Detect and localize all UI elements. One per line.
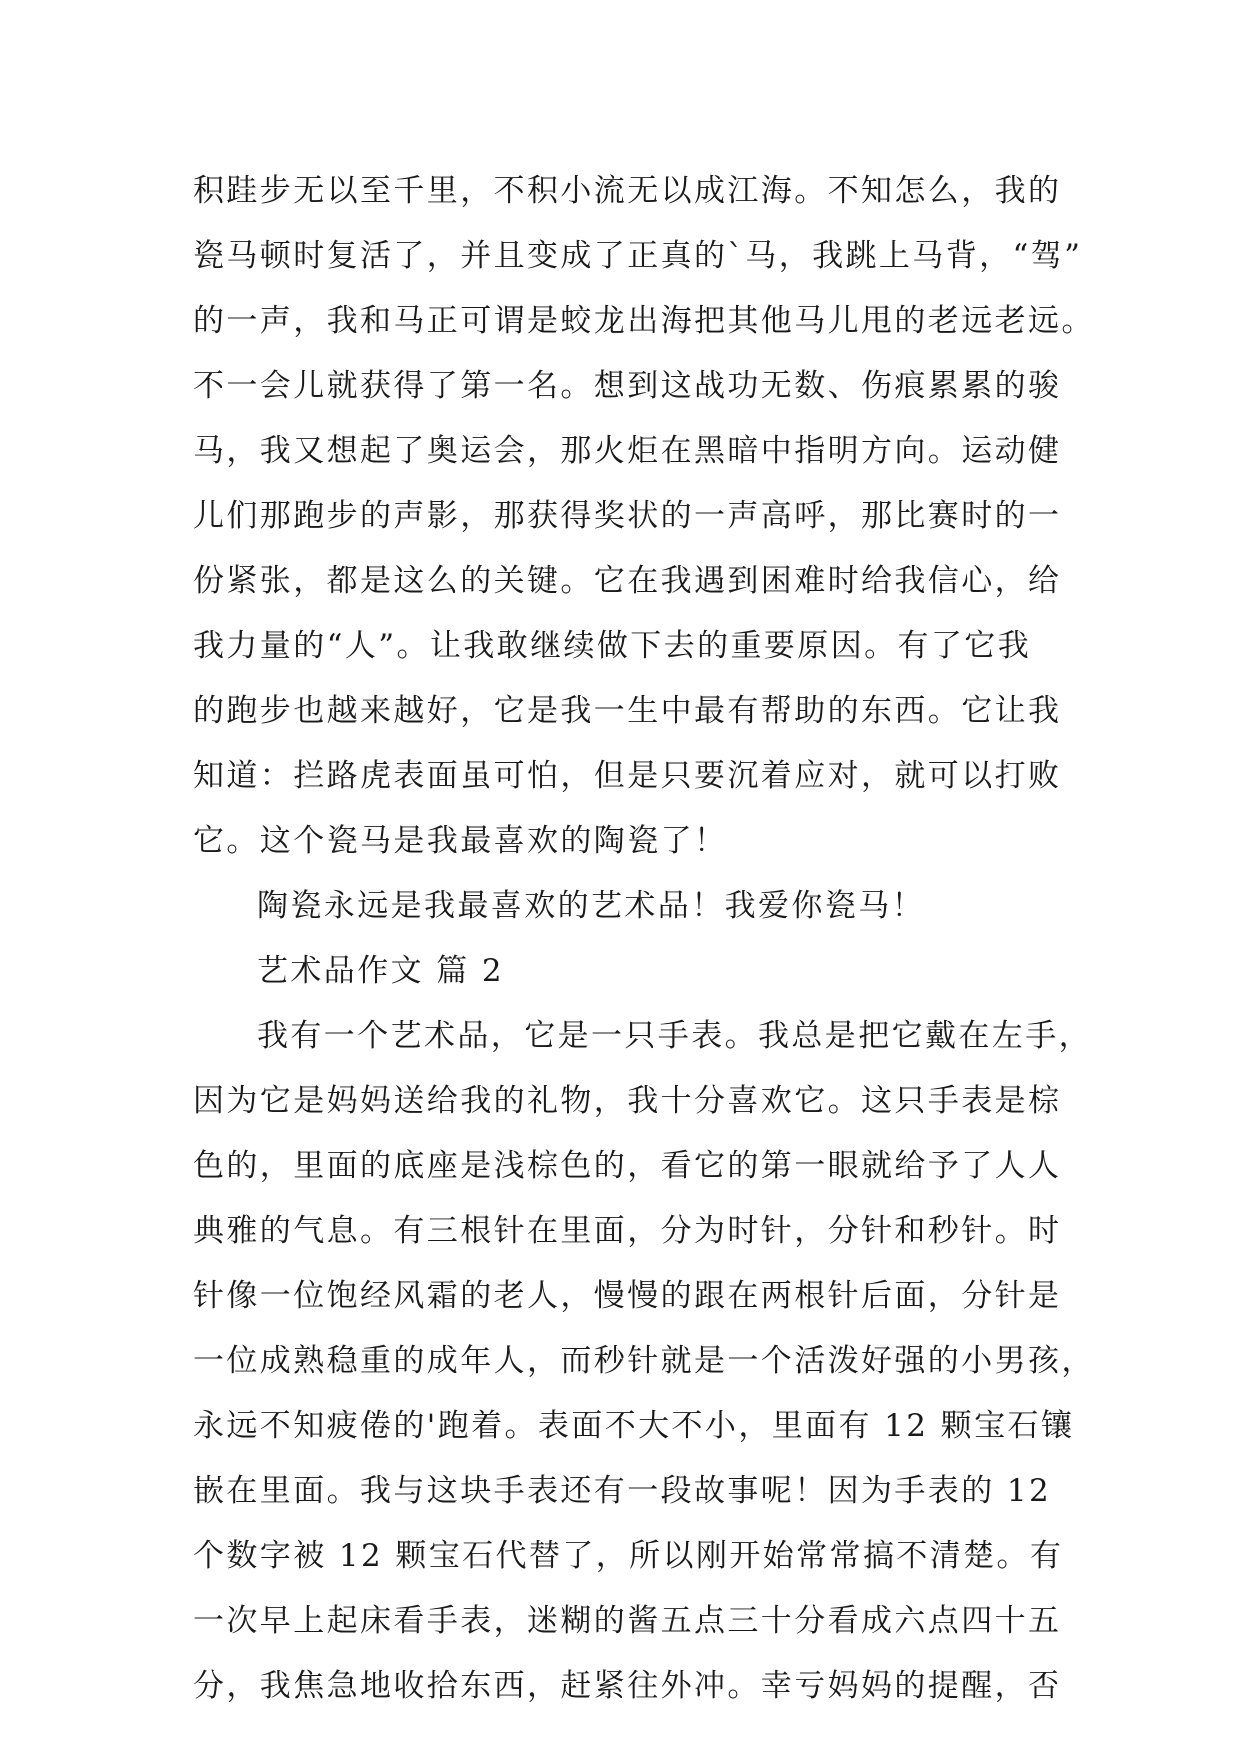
paragraph-closing	[193, 874, 1073, 939]
text-line: 一次早上起床看手表，迷糊的酱五点三十分看成六点四十五	[193, 1603, 1062, 1639]
text-line: 我有一个艺术品，它是一只手表。我总是把它戴在左手，	[257, 1018, 1092, 1054]
text-line: 份紧张，都是这么的关键。它在我遇到困难时给我信心，给	[193, 563, 1062, 599]
text-line: 知道：拦路虎表面虽可怕，但是只要沉着应对，就可以打败	[193, 758, 1062, 794]
text-line: 不一会儿就获得了第一名。想到这战功无数、伤痕累累的骏	[193, 368, 1062, 404]
text-line: 个数字被 12 颗宝石代替了，所以刚开始常常搞不清楚。有	[193, 1538, 1064, 1574]
text-line: 典雅的气息。有三根针在里面，分为时针，分针和秒针。时	[193, 1213, 1062, 1249]
text-line: 我力量的“人”。让我敢继续做下去的重要原因。有了它我	[193, 628, 1032, 664]
text-line: 的跑步也越来越好，它是我一生中最有帮助的东西。它让我	[193, 693, 1062, 729]
text-line: 它。这个瓷马是我最喜欢的陶瓷了！	[193, 823, 728, 859]
text-line: 分，我焦急地收拾东西，赶紧往外冲。幸亏妈妈的提醒，否	[193, 1668, 1062, 1704]
text-line: 积跬步无以至千里，不积小流无以成江海。不知怎么，我的	[193, 173, 1062, 209]
text-line: 马，我又想起了奥运会，那火炬在黑暗中指明方向。运动健	[193, 433, 1062, 469]
text-line: 陶瓷永远是我最喜欢的艺术品！我爱你瓷马！	[257, 888, 925, 924]
body-text	[193, 159, 1095, 1719]
section-heading	[193, 939, 1073, 1004]
text-line: 永远不知疲倦的'跑着。表面不大不小，里面有 12 颗宝石镶	[193, 1408, 1075, 1444]
paragraph-continuation	[193, 159, 1095, 874]
text-line: 儿们那跑步的声影，那获得奖状的一声高呼，那比赛时的一	[193, 498, 1062, 534]
text-line: 一位成熟稳重的成年人，而秒针就是一个活泼好强的小男孩，	[193, 1343, 1095, 1379]
text-line: 针像一位饱经风霜的老人，慢慢的跟在两根针后面，分针是	[193, 1278, 1062, 1314]
heading-text: 艺术品作文 篇 2	[257, 953, 505, 989]
text-line: 因为它是妈妈送给我的礼物，我十分喜欢它。这只手表是棕	[193, 1083, 1062, 1119]
text-line: 嵌在里面。我与这块手表还有一段故事呢！因为手表的 12	[193, 1473, 1052, 1509]
text-line: 瓷马顿时复活了，并且变成了正真的`马，我跳上马背，“驾”	[193, 238, 1083, 274]
text-line: 的一声，我和马正可谓是蛟龙出海把其他马儿甩的老远老远。	[193, 303, 1095, 339]
text-line: 色的，里面的底座是浅棕色的，看它的第一眼就给予了人人	[193, 1148, 1062, 1184]
paragraph-essay-2	[193, 1004, 1095, 1719]
